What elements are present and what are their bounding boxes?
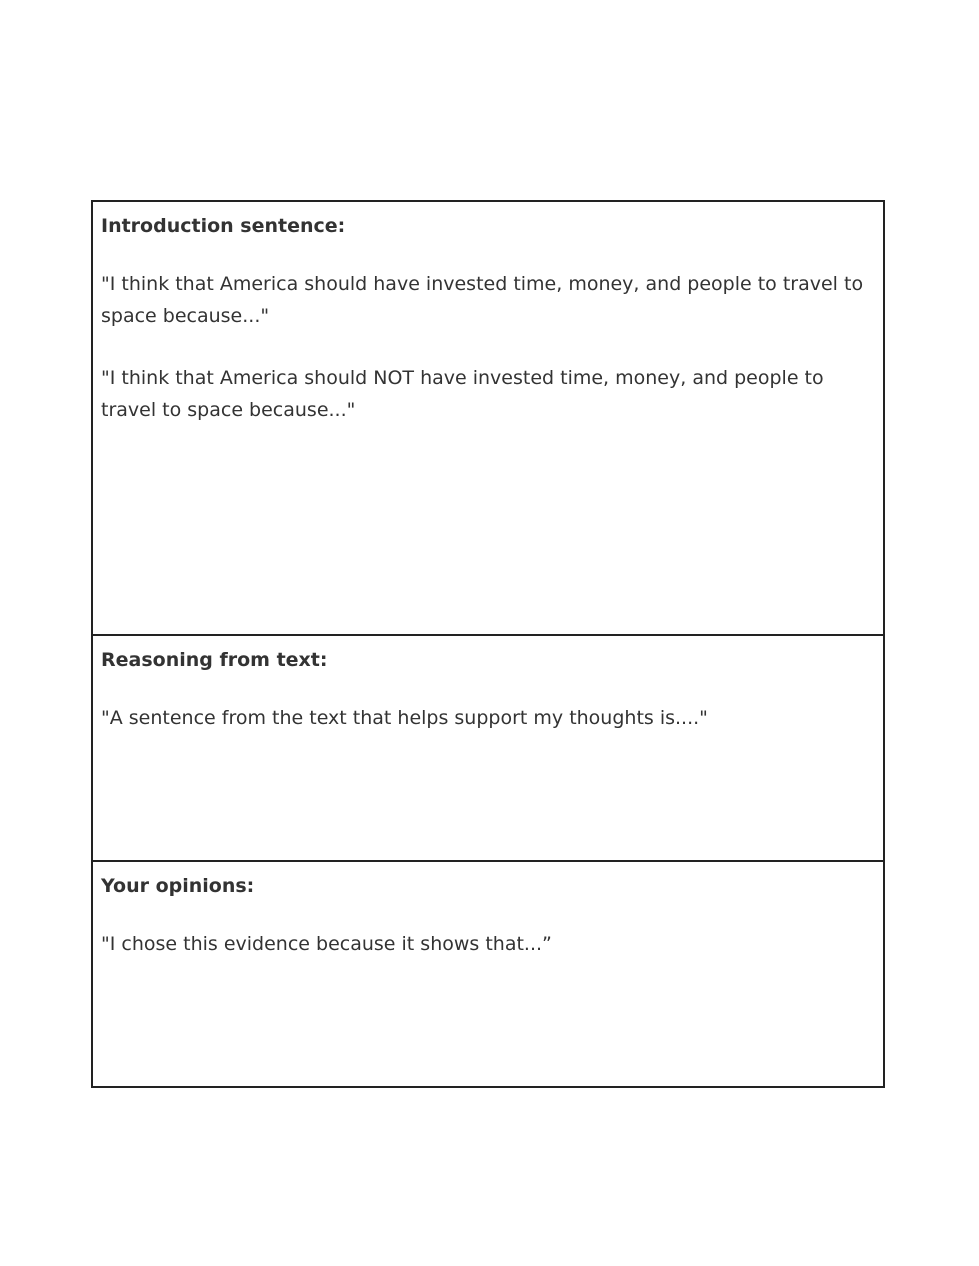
opinions-heading: Your opinions: <box>101 875 255 897</box>
reasoning-section[interactable] <box>93 636 883 862</box>
introduction-section[interactable] <box>93 202 883 636</box>
opinions-prompt: "I chose this evidence because it shows that...” <box>101 933 552 955</box>
reasoning-heading: Reasoning from text: <box>101 649 328 671</box>
introduction-prompt-no: "I think that America should NOT have invested time, money, and people to travel to space because..." <box>101 367 824 421</box>
worksheet-table <box>91 200 885 1088</box>
introduction-heading: Introduction sentence: <box>101 215 346 237</box>
introduction-prompt-yes: "I think that America should have invested time, money, and people to travel to space because..." <box>101 273 864 327</box>
reasoning-prompt: "A sentence from the text that helps support my thoughts is...." <box>101 707 708 729</box>
opinions-section[interactable] <box>93 862 883 1086</box>
